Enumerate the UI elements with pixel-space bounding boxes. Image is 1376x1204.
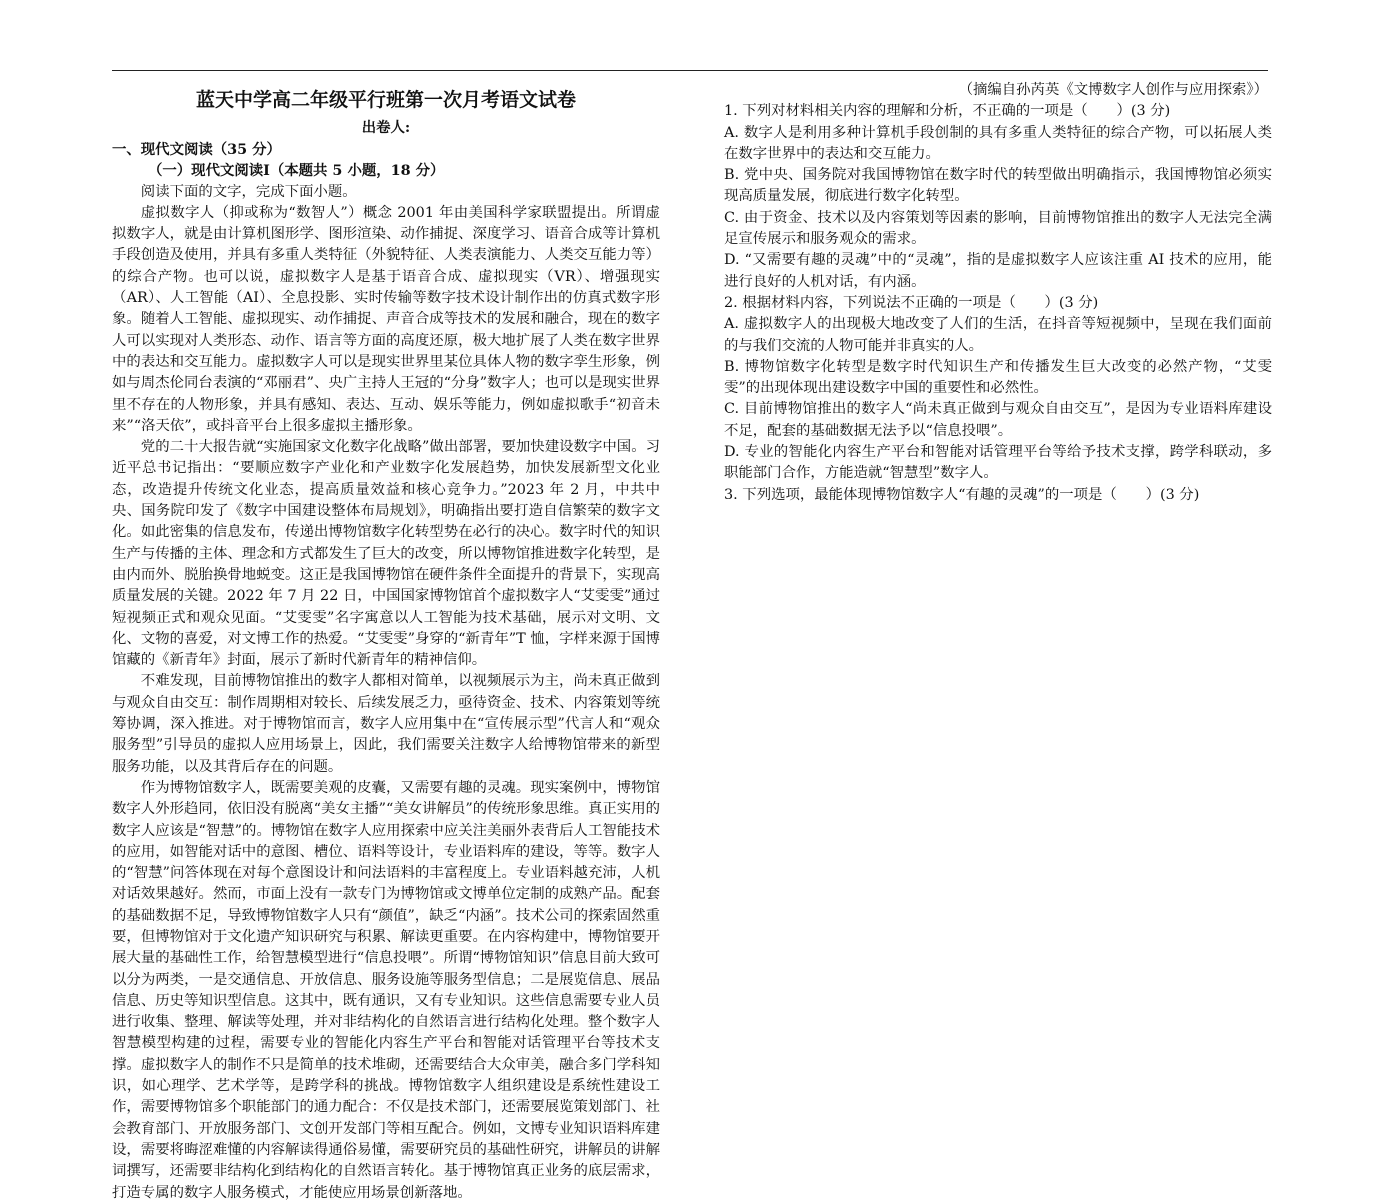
source-citation: （摘编自孙芮英《文博数字人创作与应用探索》） (958, 82, 1268, 98)
page-title: 蓝天中学高二年级平行班第一次月考语文试卷 (195, 89, 576, 111)
question-2-option-d: D. 专业的智能化内容生产平台和智能对话管理平台等给予技术支撑，跨学科联动，多职能部门合作，方能造就“智慧型”数字人。 (724, 444, 1272, 482)
question-1-option-c: C. 由于资金、技术以及内容策划等因素的影响，目前博物馆推出的数字人无法完全满足宣传展示和服务观众的需求。 (724, 209, 1272, 248)
question-2-stem: 2. 根据材料内容，下列说法不正确的一项是（ ）(3 分) (724, 294, 1099, 311)
question-1-stem: 1. 下列对材料相关内容的理解和分析，不正确的一项是（ ）(3 分) (724, 103, 1171, 120)
question-2-option-a: A. 虚拟数字人的出现极大地改变了人们的生活，在抖音等短视频中，呈现在我们面前的与我们交流的人物可能并非真实的人。 (724, 316, 1272, 354)
question-1-option-a: A. 数字人是利用多种计算机手段创制的具有多重人类特征的综合产物，可以拓展人类在数字世界中的表达和交互能力。 (724, 124, 1272, 162)
section-heading: 一、现代文阅读（35 分） (112, 141, 281, 158)
subsection-heading: （一）现代文阅读Ⅰ（本题共 5 小题，18 分） (148, 162, 445, 180)
question-1-option-d: D. “又需要有趣的灵魂”中的“灵魂”，指的是虚拟数字人应该注重 AI 技术的应用，能进行良好的人机对话，有内涵。 (724, 252, 1272, 290)
author-line: 出卷人: (361, 119, 411, 136)
question-2-option-c: C. 目前博物馆推出的数字人“尚未真正做到与观众自由交互”，是因为专业语料库建设不足，配套的基础数据无法予以“信息投喂”。 (724, 401, 1272, 439)
question-3-stem: 3. 下列选项，最能体现博物馆数字人“有趣的灵魂”的一项是（ ）(3 分) (724, 486, 1200, 503)
question-1-option-b: B. 党中央、国务院对我国博物馆在数字时代的转型做出明确指示，我国博物馆必须实现高质量发展，彻底进行数字化转型。 (724, 167, 1272, 205)
left-column (112, 80, 660, 1204)
right-column (724, 80, 1272, 506)
passage-paragraph-1: 虚拟数字人（抑或称为“数智人”）概念 2001 年由美国科学家联盟提出。所谓虚拟数字人，就是由计算机图形学、图形渲染、动作捕捉、深度学习、语音合成等计算机手段创造及使用，并具有多重人类特征（外貌特征、人类表演能力、人类交互能力等）的综合产物。也可以说，虚拟数字人是基于语音合成、虚拟现实（VR）、增强现实（AR）、人工智能（AI）、全息投影、实时传输等数字技术设计制作出的仿真式数字形象。随着人工智能、虚拟现实、动作捕捉、声音合成等技术的发展和融合，现在的数字人可以实现对人类形态、动作、语言等方面的高度还原，极大地扩展了人类在数字世界中的表达和交互能力。虚拟数字人可以是现实世界里某位具体人物的数字孪生形象，例如与周杰伦同台表演的“邓丽君”、央广主持人王冠的“分身”数字人；也可以是现实世界里不存在的人物形象，并具有感知、表达、互动、娱乐等能力，例如虚拟歌手“初音未来”“洛天依”，或抖音平台上很多虚拟主播形象。 (112, 204, 660, 434)
question-2-option-b: B. 博物馆数字化转型是数字时代知识生产和传播发生巨大改变的必然产物，“艾雯雯”的出现体现出建设数字中国的重要性和必然性。 (724, 358, 1272, 397)
passage-paragraph-3: 不难发现，目前博物馆推出的数字人都相对简单，以视频展示为主，尚未真正做到与观众自由交互：制作周期相对较长、后续发展乏力，亟待资金、技术、内容策划等统筹协调，深入推进。对于博物馆而言，数字人应用集中在“宣传展示型”代言人和“观众服务型”引导员的虚拟人应用场景上，因此，我们需要关注数字人给博物馆带来的新型服务功能，以及其背后存在的问题。 (112, 673, 660, 775)
instruction: 阅读下面的文字，完成下面小题。 (140, 183, 357, 200)
passage-paragraph-4: 作为博物馆数字人，既需要美观的皮囊，又需要有趣的灵魂。现实案例中，博物馆数字人外形趋同，依旧没有脱离“美女主播”“美女讲解员”的传统形象思维。真正实用的数字人应该是“智慧”的。博物馆在数字人应用探索中应关注美丽外表背后人工智能技术的应用，如智能对话中的意图、槽位、语料等设计，专业语料库的建设，等等。数字人的“智慧”问答体现在对每个意图设计和问法语料的丰富程度上。专业语料越充沛，人机对话效果越好。然而，市面上没有一款专门为博物馆或文博单位定制的成熟产品。配套的基础数据不足，导致博物馆数字人只有“颜值”，缺乏“内涵”。技术公司的探索固然重要，但博物馆对于文化遗产知识研究与积累、解读更重要。在内容构建中，博物馆要开展大量的基础性工作，给智慧模型进行“信息投喂”。所谓“博物馆知识”信息目前大致可以分为两类，一是交通信息、开放信息、服务设施等服务型信息；二是展览信息、展品信息、历史等知识型信息。这其中，既有通识，又有专业知识。这些信息需要专业人员进行收集、整理、解读等处理，并对非结构化的自然语言进行结构化处理。整个数字人智慧模型构建的过程，需要专业的智能化内容生产平台和智能对话管理平台等技术支撑。虚拟数字人的制作不只是简单的技术堆砌，还需要结合大众审美，融合多门学科知识，如心理学、艺术学等，是跨学科的挑战。博物馆数字人组织建设是系统性建设工作，需要博物馆多个职能部门的通力配合：不仅是技术部门，还需要展览策划部门、社会教育部门、开放服务部门、文创开发部门等相互配合。例如，文博专业知识语料库建设，需要将晦涩难懂的内容解读得通俗易懂，需要研究员的基础性研究，讲解员的讲解词撰写，还需要非结构化到结构化的自然语言转化。基于博物馆真正业务的底层需求，打造专属的数字人服务模式，才能使应用场景创新落地。 (112, 779, 660, 1201)
passage-paragraph-2: 党的二十大报告就“实施国家文化数字化战略”做出部署，要加快建设数字中国。习近平总书记指出：“要顺应数字产业化和产业数字化发展趋势，加快发展新型文化业态，改造提升传统文化业态，提高质量效益和核心竞争力。”2023 年 2 月，中共中央、国务院印发了《数字中国建设整体布局规划》，明确指出要打造自信繁荣的数字文化。如此密集的信息发布，传递出博物馆数字化转型势在必行的决心。数字时代的知识生产与传播的主体、理念和方式都发生了巨大的改变，所以博物馆推进数字化转型，是由内而外、脱胎换骨地蜕变。这正是我国博物馆在硬件条件全面提升的背景下，实现高质量发展的关键。2022 年 7 月 22 日，中国国家博物馆首个虚拟数字人“艾雯雯”通过短视频正式和观众见面。“艾雯雯”名字寓意以人工智能为技术基础，展示对文明、文化、文物的喜爱，对文博工作的热爱。“艾雯雯”身穿的“新青年”T 恤，字样来源于国博馆藏的《新青年》封面，展示了新时代新青年的精神信仰。 (112, 439, 660, 669)
header-rule (112, 70, 1268, 71)
